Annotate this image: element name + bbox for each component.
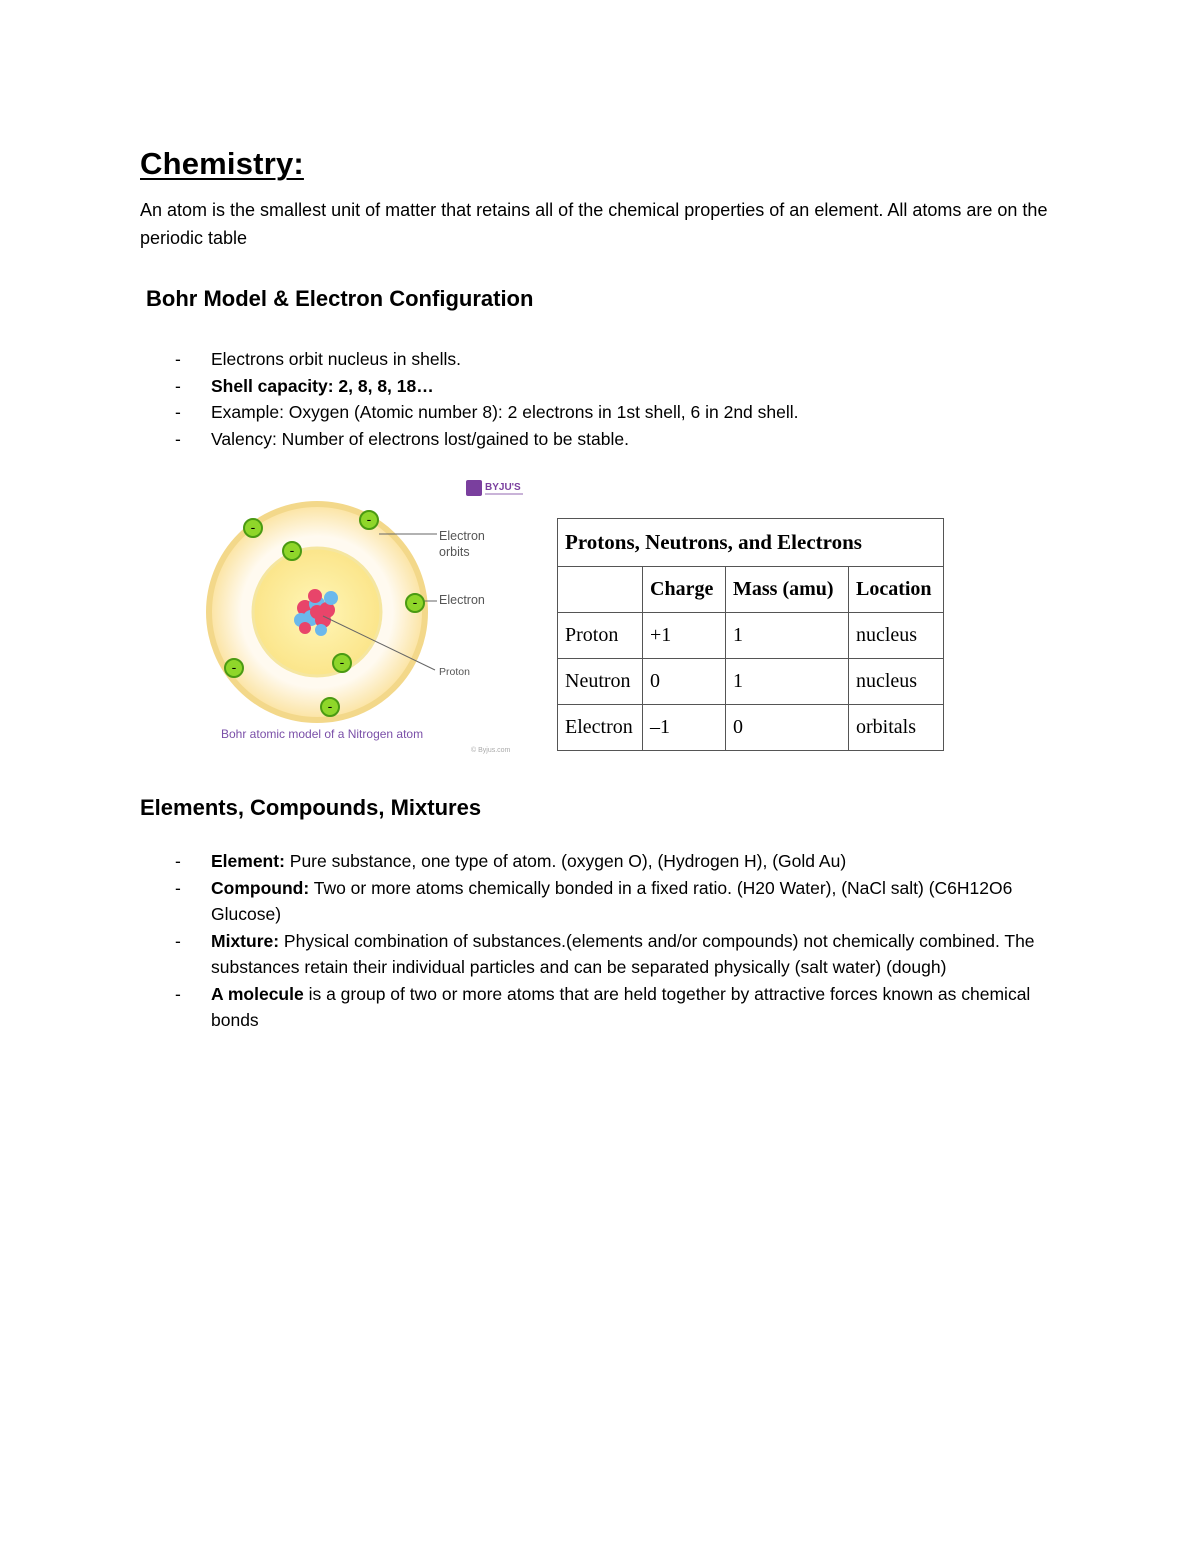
table-cell: nucleus [849,613,944,659]
table-cell: +1 [643,613,726,659]
table-cell: orbitals [849,705,944,751]
ecm-list [0,848,1071,1034]
figure-caption: Bohr atomic model of a Nitrogen atom [221,727,424,741]
byjus-brand: BYJU'S [485,482,521,493]
electron-dot [360,511,378,529]
bohr-list [0,346,1071,452]
label-electron: Electron [439,593,485,607]
dash-bullet: - [175,851,181,871]
dash-bullet: - [175,402,181,422]
svg-text:-: - [231,661,237,676]
dash-bullet: - [175,877,181,898]
svg-text:-: - [339,656,345,671]
table-row [558,659,944,705]
table-header [558,567,643,613]
svg-text:-: - [412,596,418,611]
table-title: Protons, Neutrons, and Electrons [558,519,944,567]
dash-bullet: - [175,428,181,449]
dash-bullet: - [175,930,181,951]
dash-bullet: - [175,983,181,1004]
electron-dot [333,654,351,672]
label-proton: Proton [439,666,470,678]
table-header: Mass (amu) [726,567,849,613]
electron-dot [244,519,262,537]
table-cell: 0 [643,659,726,705]
bohr-heading: Bohr Model & Electron Configuration [146,286,534,311]
byjus-watermark: © Byjus.com [471,747,511,754]
table-cell: 1 [726,659,849,705]
svg-text:-: - [289,544,295,559]
list-item: - Shell capacity: 2, 8, 8, 18… [0,373,1071,400]
list-item: - Element: Pure substance, one type of atom. (oxygen O), (Hydrogen H), (Gold Au) [0,848,1071,875]
label-electron-orbits-2: orbits [439,545,470,559]
table-cell: nucleus [849,659,944,705]
list-item: - Example: Oxygen (Atomic number 8): 2 electrons in 1st shell, 6 in 2nd shell. [0,399,1071,426]
list-item: - Valency: Number of electrons lost/gained to be stable. [0,426,1071,453]
svg-text:-: - [366,513,372,528]
electron-dot [283,542,301,560]
label-electron-orbits: Electron [439,529,485,543]
ecm-heading: Elements, Compounds, Mixtures [140,795,482,820]
table-header: Charge [643,567,726,613]
list-item: - Electrons orbit nucleus in shells. [0,346,1071,373]
dash-bullet: - [175,349,181,369]
table-cell: –1 [643,705,726,751]
page-title: Chemistry: [140,146,304,181]
intro-paragraph: An atom is the smallest unit of matter that retains all of the chemical properties of an element. All atoms are on the periodic table [140,200,1048,248]
table-row [558,613,944,659]
table-cell: Neutron [558,659,643,705]
table-header: Location [849,567,944,613]
dash-bullet: - [175,375,181,396]
table-row [558,705,944,751]
table-cell: 1 [726,613,849,659]
bohr-atom-diagram [205,470,535,760]
electron-dot [225,659,243,677]
list-item: - Compound: Two or more atoms chemically bonded in a fixed ratio. (H20 Water), (NaCl salt) (C6H12O6 Glucose) [0,875,1071,928]
electron-dot [321,698,339,716]
svg-text:-: - [327,700,333,715]
table-cell: 0 [726,705,849,751]
electron-dot [406,594,424,612]
table-header-row [558,567,944,613]
particles-table [557,518,944,751]
svg-text:-: - [250,521,256,536]
list-item: - A molecule is a group of two or more atoms that are held together by attractive forces known as chemical bonds [0,981,1071,1034]
table-cell: Proton [558,613,643,659]
table-cell: Electron [558,705,643,751]
list-item: - Mixture: Physical combination of substances.(elements and/or compounds) not chemically combined. The substances retain their individual particles and can be separated physically (salt water) (dough) [0,928,1071,981]
